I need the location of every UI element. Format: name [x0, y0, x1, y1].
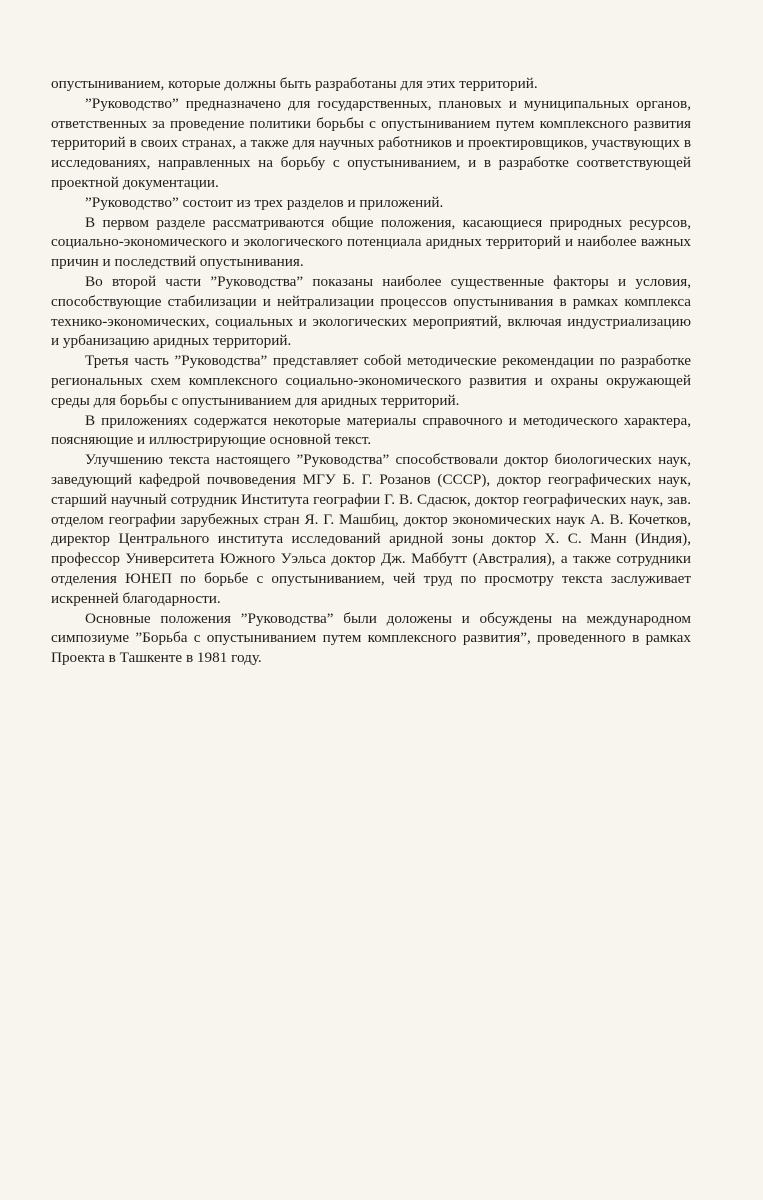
- paragraph-8: Улучшению текста настоящего ”Руководства” способствовали доктор биологических наук, заведующий кафедрой почвоведения МГУ Б. Г. Розанов (СССР), доктор географических наук, старший научный сотрудник Института географии Г. В. Сдасюк, доктор географических наук, зав. отделом географии зарубежных стран Я. Г. Машбиц, доктор экономических наук А. В. Кочетков, директор Центрального института исследований аридной зоны доктор Х. С. Манн (Индия), профессор Университета Южного Уэльса доктор Дж. Маббутт (Австралия), а также сотрудники отделения ЮНЕП по борьбе с опустыниванием, чей труд по просмотру текста заслуживает искренней благодарности.: [51, 451, 691, 607]
- paragraph-3: ”Руководство” состоит из трех разделов и приложений.: [85, 193, 444, 211]
- paragraph-2: ”Руководство” предназначено для государственных, плановых и муниципальных органов, ответственных за проведение политики борьбы с опустыниванием путем комплексного развития территорий в своих странах, а также для научных работников и проектировщиков, участвующих в исследованиях, направленных на борьбу с опустыниванием, и в разработке соответствующей проектной документации.: [51, 94, 691, 191]
- paragraph-4: В первом разделе рассматриваются общие положения, касающиеся природных ресурсов, социально-экономического и экологического потенциала аридных территорий и наиболее важных причин и последствий опустынивания.: [51, 213, 691, 271]
- paragraph-6: Третья часть ”Руководства” представляет собой методические рекомендации по разработке региональных схем комплексного социально-экономического развития и охраны окружающей среды для борьбы с опустыниванием для аридных территорий.: [51, 352, 691, 409]
- paragraph-9: Основные положения ”Руководства” были доложены и обсуждены на международном симпозиуме ”Борьба с опустыниванием путем комплексного развития”, проведенного в рамках Проекта в Ташкенте в 1981 году.: [51, 609, 691, 667]
- paragraph-1: опустыниванием, которые должны быть разработаны для этих территорий.: [51, 75, 538, 92]
- paragraph-5: Во второй части ”Руководства” показаны наиболее существенные факторы и условия, способствующие стабилизации и нейтрализации процессов опустынивания в рамках комплекса технико-экономических, социальных и экологических мероприятий, включая индустриализацию и урбанизацию аридных территорий.: [51, 272, 691, 350]
- paragraph-7: В приложениях содержатся некоторые материалы справочного и методического характера, поясняющие и иллюстрирующие основной текст.: [51, 411, 691, 449]
- body-text: [51, 74, 691, 668]
